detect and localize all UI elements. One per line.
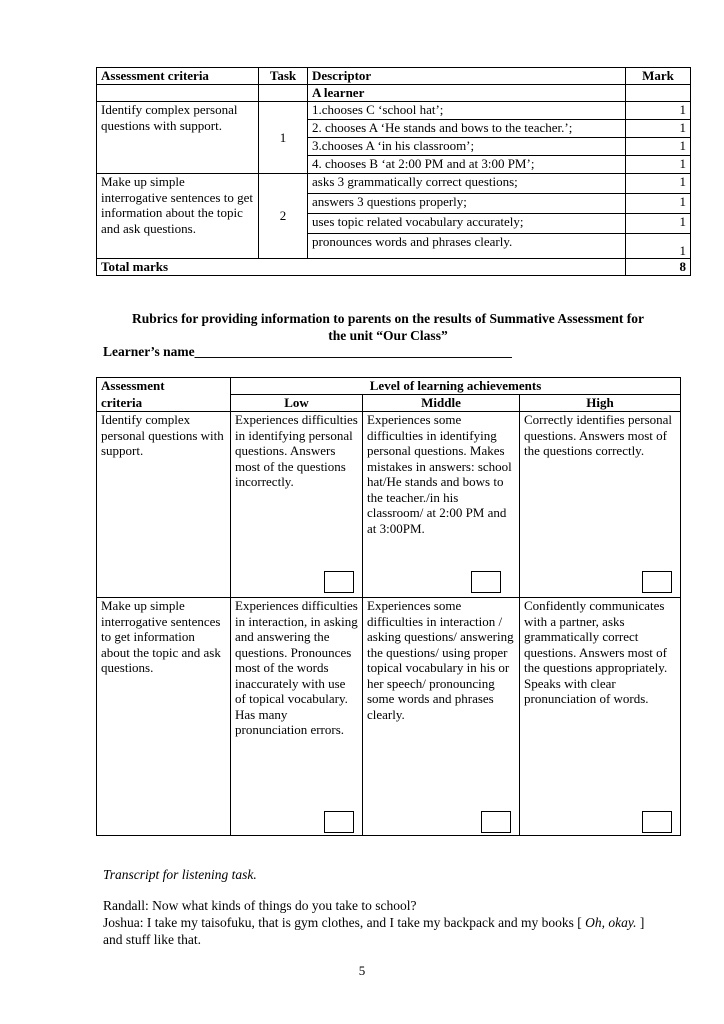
descriptor-cell: 1.chooses C ‘school hat’; [308, 102, 626, 120]
descriptor-cell: uses topic related vocabulary accurately; [308, 214, 626, 234]
rubric-high-cell [520, 598, 681, 836]
learner-name-label: Learner’s name [103, 344, 195, 359]
header-descriptor: Descriptor [308, 68, 626, 85]
total-marks-label: Total marks [97, 259, 626, 276]
header-criteria: Assessment criteria [97, 68, 259, 85]
rubric-criteria-cell: Make up simple interrogative sentences to get information about the topic and ask questions. [97, 598, 231, 836]
mark-cell: 1 [626, 120, 691, 138]
level-middle-header: Middle [363, 395, 520, 412]
rubric-middle-text: Experiences some difficulties in identifying personal questions. Makes mistakes in answers: school hat/He stands and bows to the teacher./in his classroom/ at 2:00 PM and at 3:00PM. [367, 412, 512, 536]
rubric-high-cell [520, 412, 681, 598]
blank-cell [97, 85, 259, 102]
middle-checkbox[interactable] [481, 811, 511, 833]
mark-cell: 1 [626, 174, 691, 194]
transcript-line-2-c: ] and stuff like that. [103, 915, 645, 947]
mark-cell: 1 [626, 214, 691, 234]
low-checkbox[interactable] [324, 811, 354, 833]
mark-cell: 1 [626, 156, 691, 174]
rubric-low-cell [231, 412, 363, 598]
subheader-learner: A learner [308, 85, 626, 102]
descriptor-cell: asks 3 grammatically correct questions; [308, 174, 626, 194]
total-marks-value: 8 [626, 259, 691, 276]
criteria-cell: Make up simple interrogative sentences to get information about the topic and ask questions. [97, 174, 259, 259]
criteria-header-2: criteria [97, 395, 231, 412]
rubric-middle-cell [363, 598, 520, 836]
high-checkbox[interactable] [642, 811, 672, 833]
blank-cell [626, 85, 691, 102]
descriptor-cell: pronounces words and phrases clearly. [308, 234, 626, 259]
assessment-table [96, 67, 691, 276]
rubric-low-text: Experiences difficulties in interaction, in asking and answering the questions. Pronounces most of the words inaccurately with use of topical vocabulary. Has many pronunciation errors. [235, 598, 358, 737]
mark-cell: 1 [626, 138, 691, 156]
rubric-low-text: Experiences difficulties in identifying personal questions. Answers most of the questions incorrectly. [235, 412, 358, 489]
middle-checkbox[interactable] [471, 571, 501, 593]
rubric-middle-text: Experiences some difficulties in interaction / asking questions/ answering the questions/ using proper topical vocabulary in his or her speech/ pronouncing some words and phrases clearly. [367, 598, 514, 722]
criteria-header-1: Assessment [97, 378, 231, 395]
rubric-low-cell [231, 598, 363, 836]
task-number: 2 [259, 174, 308, 259]
page-number: 5 [358, 963, 366, 978]
rubric-high-text: Confidently communicates with a partner, asks grammatically correct questions. Answers most of the questions appropriately. Speaks with clear pronunciation of words. [524, 598, 668, 706]
descriptor-cell: 3.chooses A ‘in his classroom’; [308, 138, 626, 156]
level-header: Level of learning achievements [231, 378, 681, 395]
rubric-middle-cell [363, 412, 520, 598]
low-checkbox[interactable] [324, 571, 354, 593]
mark-cell: 1 [626, 194, 691, 214]
header-mark: Mark [626, 68, 691, 85]
mark-cell: 1 [626, 234, 691, 259]
task-number: 1 [259, 102, 308, 174]
transcript-title: Transcript for listening task. [103, 867, 257, 882]
level-high-header: High [520, 395, 681, 412]
blank-cell [259, 85, 308, 102]
criteria-cell: Identify complex personal questions with support. [97, 102, 259, 174]
rubric-criteria-cell: Identify complex personal questions with support. [97, 412, 231, 598]
rubric-title-line1: Rubrics for providing information to parents on the results of Summative Assessment for [131, 311, 644, 326]
level-low-header: Low [231, 395, 363, 412]
descriptor-cell: answers 3 questions properly; [308, 194, 626, 214]
learner-name-line: _______________________________________________ [194, 344, 512, 359]
descriptor-cell: 4. chooses B ‘at 2:00 PM and at 3:00 PM’; [308, 156, 626, 174]
high-checkbox[interactable] [642, 571, 672, 593]
rubric-table [96, 377, 681, 836]
rubric-high-text: Correctly identifies personal questions. Answers most of the questions correctly. [524, 412, 673, 458]
transcript-line-2-a: Joshua: I take my taisofuku, that is gym clothes, and I take my backpack and my books [ [103, 915, 586, 930]
header-task: Task [259, 68, 308, 85]
rubric-title-line2: the unit “Our Class” [328, 328, 448, 343]
descriptor-cell: 2. chooses A ‘He stands and bows to the teacher.’; [308, 120, 626, 138]
learner-name-field [103, 344, 512, 360]
mark-cell: 1 [626, 102, 691, 120]
transcript-line-2 [103, 914, 663, 948]
transcript-line-1: Randall: Now what kinds of things do you take to school? [103, 898, 417, 913]
transcript-line-2-b: Oh, okay. [585, 915, 637, 930]
